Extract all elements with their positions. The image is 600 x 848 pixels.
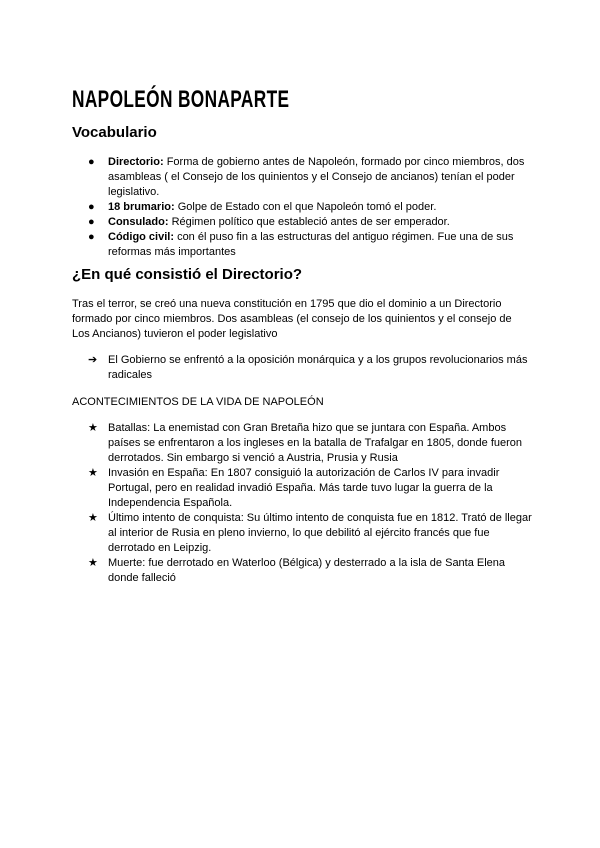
item-text: Muerte: fue derrotado en Waterloo (Bélgica) y desterrado a la isla de Santa Elena donde falleció [108, 557, 506, 584]
term: Directorio: [108, 156, 164, 168]
list-item [72, 200, 532, 215]
term: 18 brumario: [108, 201, 175, 213]
definition: Forma de gobierno antes de Napoleón, formado por cinco miembros, dos asambleas ( el Consejo de los quinientos y el Consejo de ancianos) tenían el poder legislativo. [108, 156, 525, 198]
item-text: El Gobierno se enfrentó a la oposición monárquica y a los grupos revolucionarios más radicales [108, 354, 528, 381]
vocab-heading: Vocabulario [72, 124, 157, 141]
term: Consulado: [108, 216, 169, 228]
bullet-icon: ● [88, 231, 95, 243]
term: Código civil: [108, 231, 174, 243]
item-text: Invasión en España: En 1807 consiguió la autorización de Carlos IV para invadir Portugal, pero en realidad invadió España. Más tarde tuvo lugar la guerra de la Independencia Española. [108, 467, 500, 509]
star-icon: ★ [88, 467, 98, 479]
list-item [72, 556, 532, 586]
list-item [72, 353, 532, 383]
arrow-icon: ➔ [88, 354, 98, 366]
list-item [72, 466, 532, 511]
directorio-paragraph: Tras el terror, se creó una nueva constitución en 1795 que dio el dominio a un Directorio formado por cinco miembros. Dos asambleas (el consejo de los quinientos y el consejo de Los Ancianos) tuvieron el poder legislativo [72, 298, 512, 340]
events-list [72, 421, 532, 586]
definition: con él puso fin a las estructuras del antiguo régimen. Fue una de sus reformas más importantes [108, 231, 514, 258]
star-icon: ★ [88, 422, 98, 434]
vocab-list [72, 155, 532, 260]
bullet-icon: ● [88, 156, 95, 168]
bullet-icon: ● [88, 216, 95, 228]
definition: Régimen político que estableció antes de ser emperador. [171, 216, 450, 228]
events-heading: ACONTECIMIENTOS DE LA VIDA DE NAPOLEÓN [72, 396, 324, 408]
definition: Golpe de Estado con el que Napoleón tomó el poder. [177, 201, 437, 213]
page-title: NAPOLEÓN BONAPARTE [72, 86, 290, 113]
list-item [72, 421, 532, 466]
list-item [72, 511, 532, 556]
bullet-icon: ● [88, 201, 95, 213]
star-icon: ★ [88, 512, 98, 524]
list-item [72, 230, 532, 260]
list-item [72, 215, 532, 230]
star-icon: ★ [88, 557, 98, 569]
item-text: Batallas: La enemistad con Gran Bretaña hizo que se juntara con España. Ambos países se enfrentaron a los ingleses en la batalla de Trafalgar en 1805, donde fueron derrotados. Sin embargo si venció a Austria, Prusia y Rusia [108, 422, 523, 464]
list-item [72, 155, 532, 200]
directorio-heading: ¿En qué consistió el Directorio? [72, 266, 303, 283]
arrow-list [72, 353, 532, 383]
item-text: Último intento de conquista: Su último intento de conquista fue en 1812. Trató de llegar al interior de Rusia en pleno invierno, lo que debilitó al ejército francés que fue derrotado en Leipzig. [108, 512, 532, 554]
